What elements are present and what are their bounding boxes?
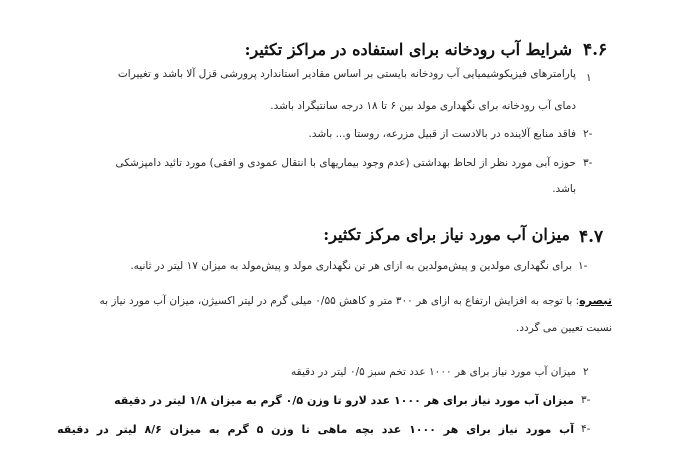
note-text: : با توجه به افزایش ارتفاع به ازای هر ۳۰۰ متر و کاهش ۰/۵۵ میلی گرم در لیتر اکسیژن، میزان آب مورد نیاز به bbox=[99, 295, 580, 307]
item-text: میزان آب مورد نیاز برای هر ۱۰۰۰ عدد تخم سبز ۰/۵ لیتر در دقیقه bbox=[291, 366, 576, 378]
section-number-4-6: ۴.۶ bbox=[583, 40, 608, 60]
item-text: پارامترهای فیزیکوشیمیایی آب رودخانه بایستی بر اساس مقادیر استاندارد پرورشی قزل آلا باشد و تغییرات bbox=[117, 68, 576, 80]
item-number: ۳- bbox=[583, 157, 593, 169]
item-number: ۲- bbox=[583, 128, 593, 140]
note-label: تبصره bbox=[579, 294, 612, 307]
note-line bbox=[99, 294, 612, 307]
item-text: حوزه آبی مورد نظر از لحاظ بهداشتی (عدم وجود بیماریهای با انتقال عمودی و افقی) مورد تائید دامپزشکی bbox=[115, 157, 576, 169]
item-number: ۲ bbox=[583, 366, 589, 378]
item-text: دمای آب رودخانه برای نگهداری مولد بین ۶ تا ۱۸ درجه سانتیگراد باشد. bbox=[270, 100, 576, 112]
item-text: باشد. bbox=[552, 183, 576, 195]
section-title-4-6: شرایط آب رودخانه برای استفاده در مراکز تکثیر: bbox=[244, 40, 572, 59]
section-title-4-7: میزان آب مورد نیاز برای مرکز تکثیر: bbox=[323, 225, 570, 244]
item-number: ۴- bbox=[581, 423, 591, 435]
item-number: ۱ bbox=[586, 72, 592, 84]
section-number-4-7: ۴.۷ bbox=[579, 227, 604, 247]
item-number: ۳- bbox=[581, 394, 591, 406]
item-text: میزان آب مورد نیاز برای هر ۱۰۰۰ عدد لارو تا وزن ۰/۵ گرم به میزان ۱/۸ لیتر در دقیقه bbox=[114, 394, 574, 407]
item-text: آب مورد نیاز برای هر ۱۰۰۰ عدد بچه ماهی تا وزن ۵ گرم به میزان ۸/۶ لیتر در دقیقه bbox=[57, 423, 574, 436]
item-text: فاقد منابع آلاینده در بالادست از قبیل مزرعه، روستا و... باشد. bbox=[308, 128, 576, 140]
item-text: برای نگهداری مولدین و پیش‌مولدین به ازای هر تن نگهداری مولد و پیش‌مولد به میزان ۱۷ لیتر در ثانیه. bbox=[130, 260, 572, 272]
item-number: ۱- bbox=[578, 260, 588, 272]
note-line-2: نسبت تعیین می گردد. bbox=[516, 322, 612, 334]
